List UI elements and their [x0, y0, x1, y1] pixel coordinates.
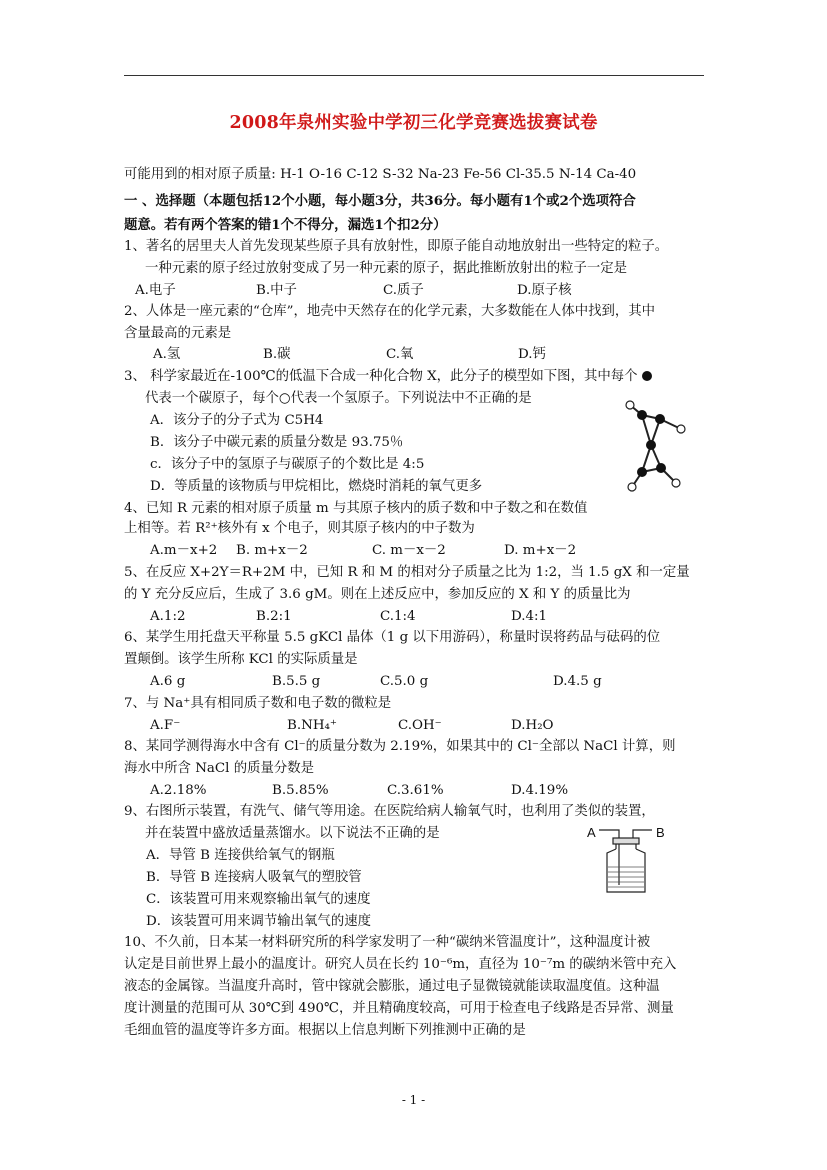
q9-option-a: A．导管 B 连接供给氧气的钢瓶: [146, 848, 335, 863]
q4-option-b: B. m+x－2: [236, 543, 308, 558]
q5-line2: 的 Y 充分反应后，生成了 3.6 gM。则在上述反应中，参加反应的 X 和 Y 的质量比为: [124, 587, 631, 602]
carbon-atom: [637, 410, 647, 420]
carbon-atom: [646, 440, 656, 450]
q2-option-a: A.氢: [153, 347, 181, 362]
tube-label-b: B: [656, 825, 665, 840]
q1-option-c: C.质子: [383, 283, 424, 298]
q1-line2: 一种元素的原子经过放射变成了另一种元素的原子，据此推断放射出的粒子一定是: [145, 261, 628, 276]
q6-line1: 6、某学生用托盘天平称量 5.5 gKCl 晶体（1 g 以下用游码），称量时误将药品与砝码的位: [124, 630, 661, 645]
q2-option-d: D.钙: [518, 347, 546, 362]
hydrogen-atom: [677, 425, 685, 433]
exam-title: 2008年泉州实验中学初三化学竞赛选拔赛试卷: [229, 113, 598, 133]
q4-option-c: C. m－x－2: [372, 543, 446, 558]
q3-line2: 代表一个碳原子，每个○代表一个氢原子。下列说法中不正确的是: [145, 391, 532, 406]
page-number: - 1 -: [401, 1093, 426, 1107]
carbon-atom: [637, 467, 647, 477]
q9-option-b: B．导管 B 连接病人吸氧气的塑胶管: [146, 870, 362, 885]
q3-option-c: c．该分子中的氢原子与碳原子的个数比是 4:5: [150, 457, 425, 472]
q2-option-b: B.碳: [263, 347, 291, 362]
q8-line2: 海水中所含 NaCl 的质量分数是: [124, 761, 315, 776]
q8-option-d: D.4.19%: [511, 783, 569, 798]
q1-option-b: B.中子: [256, 283, 297, 298]
q3-option-a: A．该分子的分子式为 C5H4: [150, 413, 324, 428]
q2-line2: 含量最高的元素是: [124, 326, 232, 341]
section-heading-line2: 题意。若有两个答案的错1个不得分，漏选1个扣2分）: [124, 217, 447, 233]
carbon-atom: [656, 463, 666, 473]
q6-option-a: A.6 g: [150, 674, 186, 689]
q10-line1: 10、不久前，日本某一材料研究所的科学家发明了一种“碳纳米管温度计”，这种温度计被: [124, 935, 651, 950]
q8-option-b: B.5.85%: [272, 783, 329, 798]
q6-option-d: D.4.5 g: [553, 674, 602, 689]
q5-option-b: B.2:1: [256, 609, 292, 624]
q9-line2: 并在装置中盛放适量蒸馏水。以下说法不正确的是: [145, 826, 440, 841]
carbon-atom-icon: [642, 371, 652, 381]
q7-option-c: C.OH⁻: [398, 718, 442, 733]
q4-line2: 上相等。若 R²⁺核外有 x 个电子，则其原子核内的中子数为: [124, 521, 475, 536]
q5-option-d: D.4:1: [511, 609, 548, 624]
hydrogen-atom: [628, 483, 636, 491]
q10-line2: 认定是目前世界上最小的温度计。研究人员在长约 10⁻⁶m，直径为 10⁻⁷m 的碳纳米管中充入: [124, 957, 677, 972]
q2-line1: 2、人体是一座元素的“仓库”，地壳中天然存在的化学元素，大多数能在人体中找到，其中: [124, 304, 656, 319]
q8-option-a: A.2.18%: [150, 783, 207, 798]
q3-line1: 3、 科学家最近在-100℃的低温下合成一种化合物 X，此分子的模型如下图，其中每个: [124, 368, 652, 386]
q7-option-b: B.NH₄⁺: [287, 718, 337, 733]
q2-option-c: C.氧: [386, 347, 414, 362]
q8-option-c: C.3.61%: [387, 783, 444, 798]
q5-option-c: C.1:4: [380, 609, 416, 624]
header-rule: [124, 75, 704, 76]
q6-option-b: B.5.5 g: [272, 674, 321, 689]
q10-line3: 液态的金属镓。当温度升高时，管中镓就会膨胀，通过电子显微镜就能读取温度值。这种温: [124, 979, 660, 994]
q4-option-d: D. m+x－2: [504, 543, 577, 558]
q4-option-a: A.m－x+2: [150, 543, 218, 558]
q1-line1: 1、著名的居里夫人首先发现某些原子具有放射性，即原子能自动地放射出一些特定的粒子。: [124, 239, 669, 254]
molecule-diagram: [620, 395, 700, 500]
q1-option-a: A.电子: [135, 283, 176, 298]
q9-option-d: D．该装置可用来调节输出氧气的速度: [146, 914, 371, 929]
gas-bottle-diagram: [583, 823, 678, 895]
q9-line1: 9、右图所示装置，有洗气、储气等用途。在医院给病人输氧气时，也利用了类似的装置，: [124, 804, 655, 819]
q10-line4: 度计测量的范围可从 30℃到 490℃，并且精确度较高，可用于检查电子线路是否异常、测量: [124, 1001, 674, 1016]
q3-option-d: D．等质量的该物质与甲烷相比，燃烧时消耗的氧气更多: [150, 479, 483, 494]
hydrogen-atom: [672, 479, 680, 487]
q1-option-d: D.原子核: [517, 283, 572, 298]
q7-line1: 7、与 Na⁺具有相同质子数和电子数的微粒是: [124, 696, 392, 711]
q6-line2: 置颠倒。该学生所称 KCl 的实际质量是: [124, 652, 358, 667]
hydrogen-atom: [626, 401, 634, 409]
q7-option-a: A.F⁻: [150, 718, 181, 733]
q8-line1: 8、某同学测得海水中含有 Cl⁻的质量分数为 2.19%，如果其中的 Cl⁻全部以 NaCl 计算，则: [124, 739, 676, 754]
q5-line1: 5、在反应 X+2Y＝R+2M 中，已知 R 和 M 的相对分子质量之比为 1:2，当 1.5 gX 和一定量: [124, 565, 690, 580]
q7-option-d: D.H₂O: [511, 718, 554, 733]
tube-label-a: A: [587, 825, 596, 840]
q3-option-b: B．该分子中碳元素的质量分数是 93.75％: [150, 435, 404, 450]
q9-option-c: C．该装置可用来观察输出氧气的速度: [146, 892, 371, 907]
q5-option-a: A.1:2: [150, 609, 186, 624]
q6-option-c: C.5.0 g: [380, 674, 429, 689]
q10-line5: 毛细血管的温度等许多方面。根据以上信息判断下列推测中正确的是: [124, 1023, 526, 1038]
q4-line1: 4、已知 R 元素的相对原子质量 m 与其原子核内的质子数和中子数之和在数值: [124, 501, 588, 516]
section-heading-line1: 一 、选择题（本题包括12个小题，每小题3分，共36分。每小题有1个或2个选项符合: [124, 193, 636, 209]
carbon-atom: [655, 414, 665, 424]
atomic-masses: 可能用到的相对原子质量: H-1 O-16 C-12 S-32 Na-23 Fe-56 Cl-35.5 N-14 Ca-40: [124, 167, 637, 182]
